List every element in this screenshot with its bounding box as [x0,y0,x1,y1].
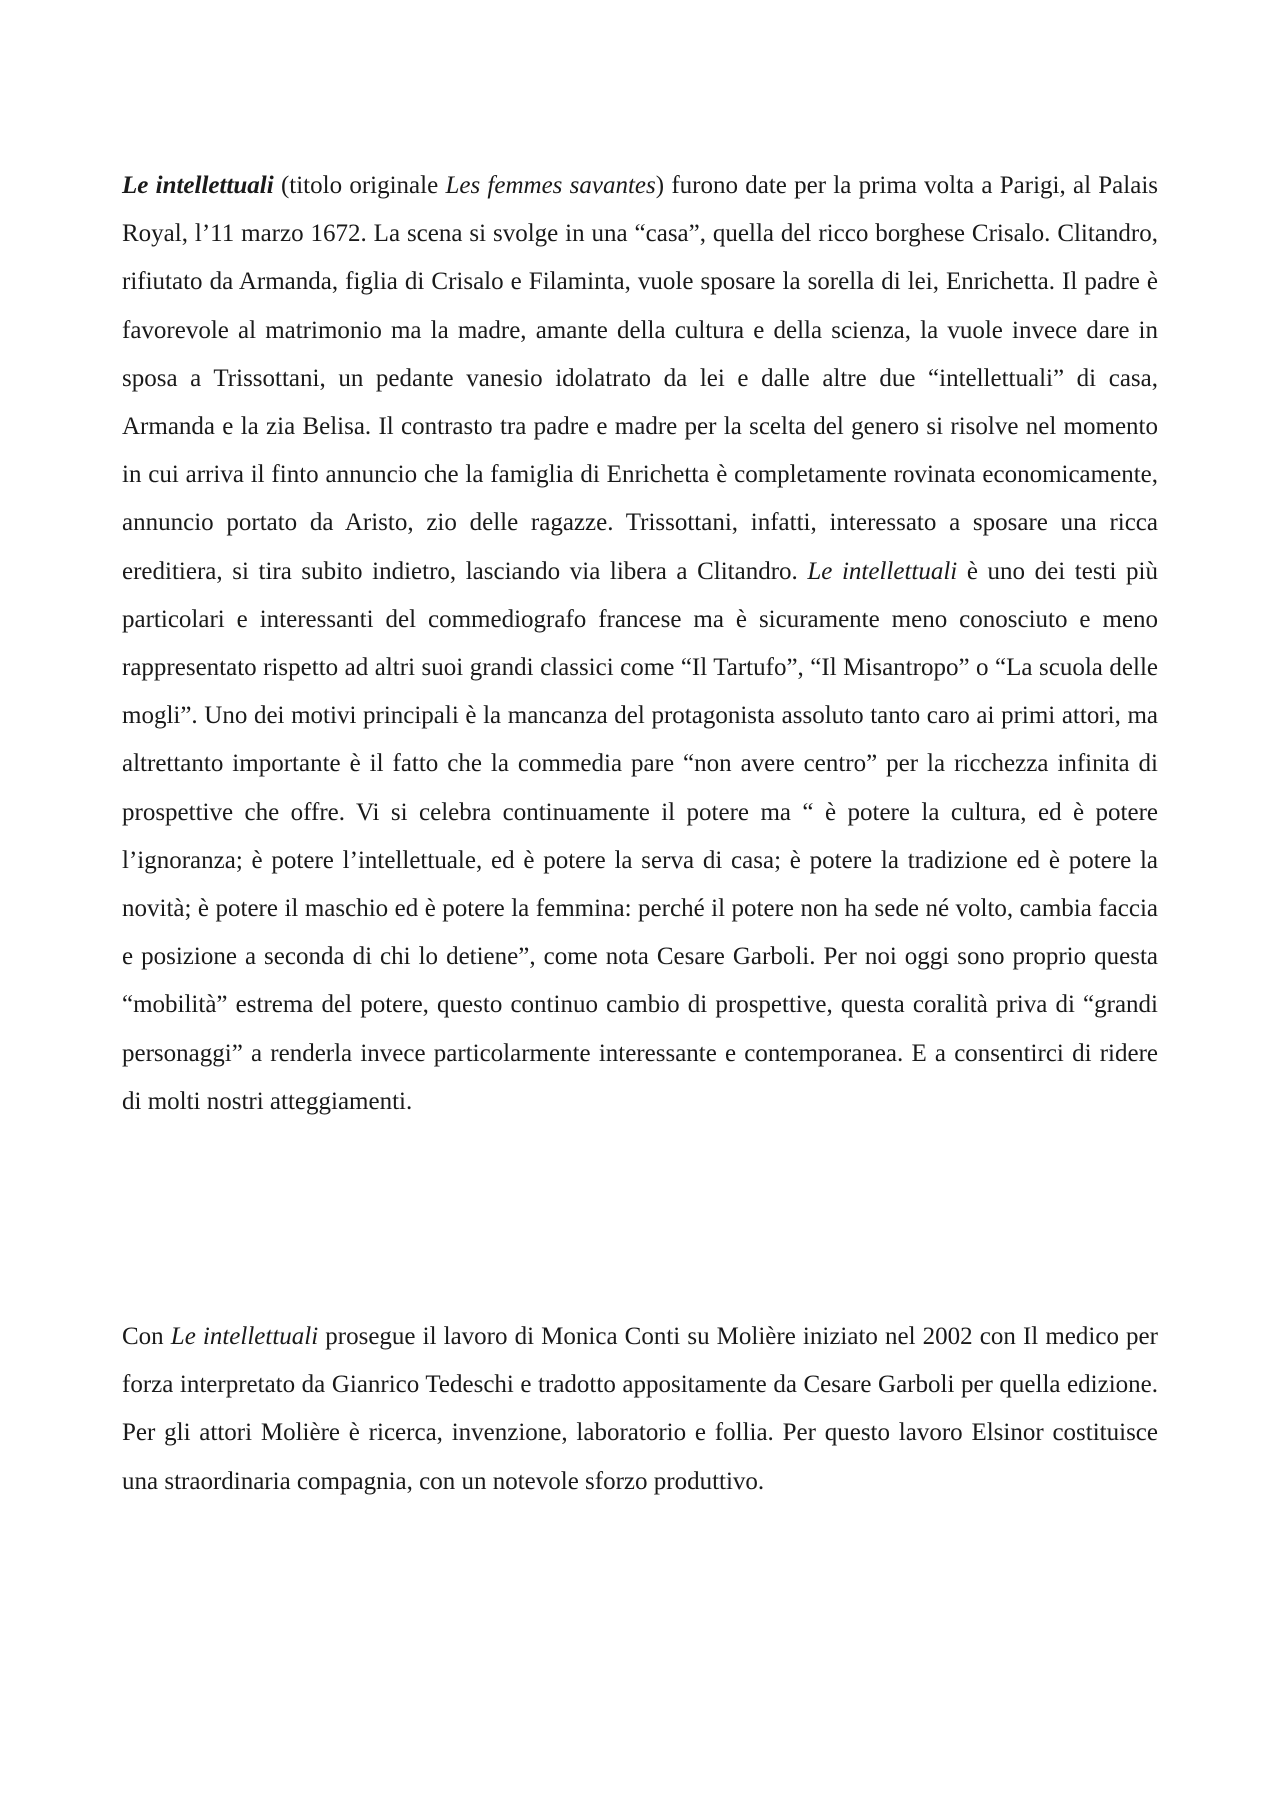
paragraph-text: prosegue il lavoro di Monica Conti su Molière iniziato nel 2002 con Il medico per forza interpretato da Gianrico Tedeschi e tradotto appositamente da Cesare Garboli per quella edizione. Per gli attori Molière è ricerca, invenzione, laboratorio e follia. Per questo lavoro Elsinor costituisce una straordinaria compagnia, con un notevole sforzo produttivo. [122,1323,1158,1495]
paragraph-text: Con [122,1323,171,1350]
body-paragraph-2 [122,1313,1158,1506]
title-reference: Le intellettuali [170,1323,319,1350]
paragraph-text: ) furono date per la prima volta a Parigi, al Palais Royal, l’11 marzo 1672. La scena si svolge in una “casa”, quella del ricco borghese Crisalo. Clitandro, rifiutato da Armanda, figlia di Crisalo e Filaminta, vuole sposare la sorella di lei, Enrichetta. Il padre è favorevole al matrimonio ma la madre, amante della cultura e della scienza, la vuole invece dare in sposa a Trissottani, un pedante vanesio idolatrato da lei e dalle altre due “intellettuali” di casa, Armanda e la zia Belisa. Il contrasto tra padre e madre per la scelta del genero si risolve nel momento in cui arriva il finto annuncio che la famiglia di Enrichetta è completamente rovinata economicamente, annuncio portato da Aristo, zio delle ragazze. Trissottani, infatti, interessato a sposare una ricca ereditiera, si tira subito indietro, lasciando via libera a Clitandro. [122,172,1158,585]
original-title: Les femmes savantes [445,172,656,199]
body-paragraph-1 [122,162,1158,1126]
lead-title: Le intellettuali [122,172,274,199]
title-reference: Le intellettuali [807,557,958,585]
paragraph-text: è uno dei testi più particolari e interessanti del commediografo francese ma è sicuramente meno conosciuto e meno rappresentato rispetto ad altri suoi grandi classici come “Il Tartufo”, “Il Misantropo” o “La scuola delle mogli”. Uno dei motivi principali è la mancanza del protagonista assoluto tanto caro ai primi attori, ma altrettanto importante è il fatto che la commedia pare “non avere centro” per la ricchezza infinita di prospettive che offre. Vi si celebra continuamente il potere ma “ è potere la cultura, ed è potere l’ignoranza; è potere l’intellettuale, ed è potere la serva di casa; è potere la tradizione ed è potere la novità; è potere il maschio ed è potere la femmina: perché il potere non ha sede né volto, cambia faccia e posizione a seconda di chi lo detiene”, come nota Cesare Garboli. Per noi oggi sono proprio questa “mobilità” estrema del potere, questo continuo cambio di prospettive, questa coralità priva di “grandi personaggi” a renderla invece particolarmente interessante e contemporanea. E a consentirci di ridere di molti nostri atteggiamenti. [122,557,1158,1115]
paragraph-text: (titolo originale [273,172,446,199]
